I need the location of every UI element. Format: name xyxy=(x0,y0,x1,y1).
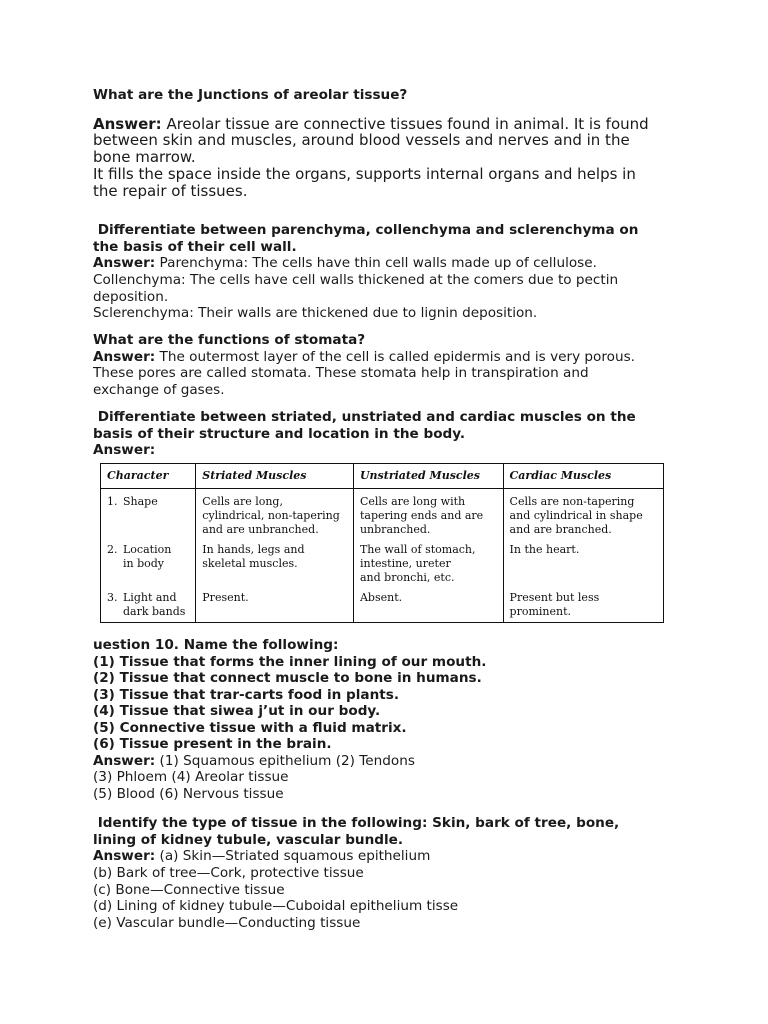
table-cell: Cells are long, cylindrical, non-tapering and are unbranched. xyxy=(196,489,354,538)
answer-label: Answer: xyxy=(93,255,156,271)
question-stomata: What are the functions of stomata? xyxy=(93,332,366,348)
table-header: Character xyxy=(101,464,196,489)
table-row xyxy=(101,537,664,585)
table-row xyxy=(101,585,664,623)
answer-label: Answer: xyxy=(93,442,156,458)
answer-identify-tissue: Answer: (a) Skin—Striated squamous epithelium (b) Bark of tree—Cork, protective tissue (c) Bone—Connective tissue (d) Lining of kidney tubule—Cuboidal epithelium tisse (e) Vascular bundle—Conducting tissue xyxy=(93,848,459,932)
table-cell: In the heart. xyxy=(503,537,663,585)
table-cell: 1. Shape xyxy=(101,489,196,538)
section-areolar xyxy=(93,87,683,199)
section-stomata xyxy=(93,332,683,399)
section-cell-wall xyxy=(93,222,683,322)
table-header: Unstriated Muscles xyxy=(353,464,503,489)
answer-label: Answer: xyxy=(93,114,162,133)
answer-stomata: Answer: The outermost layer of the cell is called epidermis and is very porous. These pores are called stomata. These stomata help in transpiration and exchange of gases. xyxy=(93,348,636,399)
question-identify-tissue: Identify the type of tissue in the following: Skin, bark of tree, bone, lining of kidney tubule, vascular bundle. xyxy=(93,815,620,848)
table-row xyxy=(101,489,664,538)
answer-label: Answer: xyxy=(93,752,156,769)
question-cell-wall: Differentiate between parenchyma, collenchyma and sclerenchyma on the basis of their cell wall. xyxy=(93,222,639,255)
table-cell: Cells are long with tapering ends and are unbranched. xyxy=(353,489,503,538)
table-cell: Absent. xyxy=(353,585,503,623)
table-cell: In hands, legs and skeletal muscles. xyxy=(196,537,354,585)
question-name-following: uestion 10. Name the following: (1) Tissue that forms the inner lining of our mouth. (2) Tissue that connect muscle to bone in humans. (3) Tissue that trar-carts food in plants. (4) Tissue that siwea j’ut in our body. (5) Connective tissue with a fluid matrix. (6) Tissue present in the brain. xyxy=(93,637,487,752)
table-header: Striated Muscles xyxy=(196,464,354,489)
muscle-comparison-table xyxy=(100,463,664,623)
question-muscles: Differentiate between striated, unstriated and cardiac muscles on the basis of their structure and location in the body. Answer: xyxy=(93,409,683,459)
answer-label: Answer: xyxy=(93,348,156,365)
table-cell: The wall of stomach, intestine, ureter and bronchi, etc. xyxy=(353,537,503,585)
table-cell: Cells are non-tapering and cylindrical in shape and are branched. xyxy=(503,489,663,538)
section-name-following xyxy=(93,637,683,803)
table-header-row xyxy=(101,464,664,489)
answer-areolar: Answer: Areolar tissue are connective tissues found in animal. It is found between skin and muscles, around blood vessels and nerves and in the bone marrow. It fills the space inside the organs, supports internal organs and helps in the repair of tissues. xyxy=(93,114,649,200)
table-cell: 2. Location in body xyxy=(101,537,196,585)
answer-label: Answer: xyxy=(93,848,156,864)
table-cell: Present but less prominent. xyxy=(503,585,663,623)
table-header: Cardiac Muscles xyxy=(503,464,663,489)
table-cell: Present. xyxy=(196,585,354,623)
answer-cell-wall: Answer: Parenchyma: The cells have thin cell walls made up of cellulose. Collenchyma: The cells have cell walls thickened at the comers due to pectin deposition. Sclerenchyma: Their walls are thickened due to lignin deposition. xyxy=(93,255,619,322)
table-cell: 3. Light and dark bands xyxy=(101,585,196,623)
section-muscles xyxy=(93,409,683,459)
answer-name-following: Answer: (1) Squamous epithelium (2) Tendons (3) Phloem (4) Areolar tissue (5) Blood (6) Nervous tissue xyxy=(93,752,415,803)
question-areolar: What are the Junctions of areolar tissue? xyxy=(93,87,408,103)
section-identify-tissue xyxy=(93,815,683,932)
